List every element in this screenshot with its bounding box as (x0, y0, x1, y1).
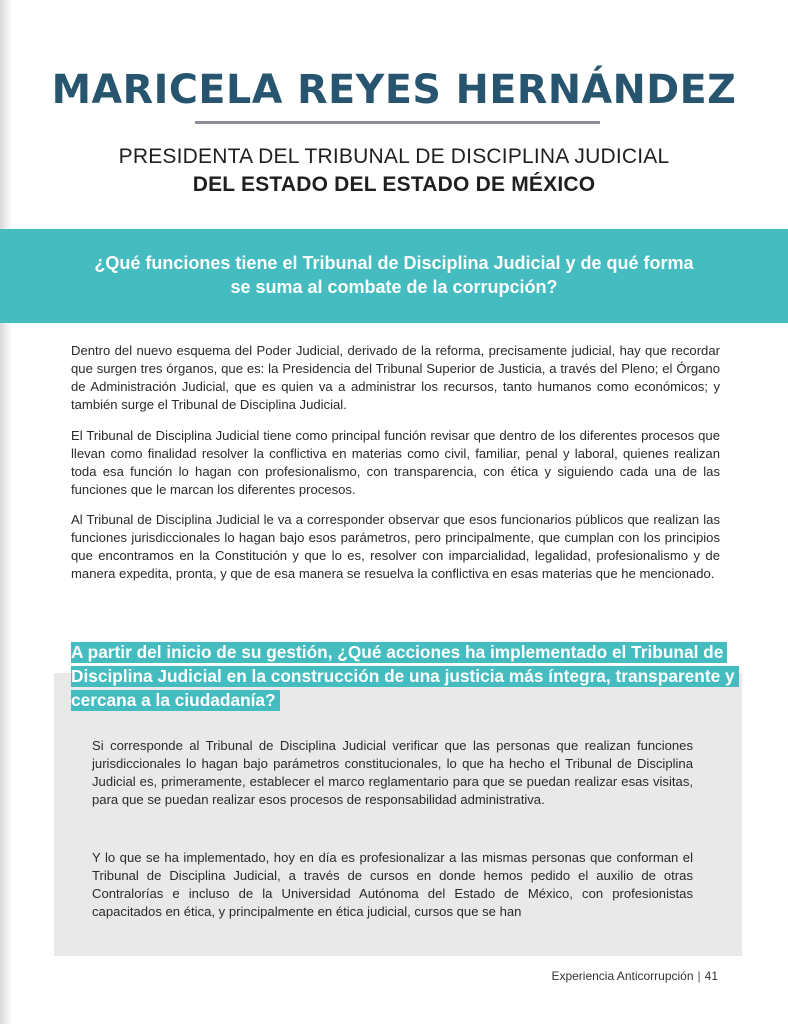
publication-name: Experiencia Anticorrupción (551, 969, 694, 983)
question-2-text: A partir del inicio de su gestión, ¿Qué acciones ha implementado el Tribunal de Disciplina Judicial en la construcción de una justicia más íntegra, transparente y cercana a la ciudadanía? (71, 642, 739, 711)
question-1-line-2: se suma al combate de la corrupción? (230, 277, 558, 297)
answer-2-paragraph-1: Si corresponde al Tribunal de Disciplina Judicial verificar que las personas que realizan funciones jurisdiccionales lo hagan bajo parámetros constitucionales, lo que ha hecho el Tribunal de Disciplina Judicial es, primeramente, establecer el marco reglamentario para que se puedan realizar esas visitas, para que se puedan realizar esos procesos de responsabilidad administrativa. (92, 738, 693, 807)
footer-separator: | (697, 969, 701, 983)
answer-1-paragraph-3: Al Tribunal de Disciplina Judicial le va a corresponder observar que esos funcionarios públicos que realizan las funciones jurisdiccionales lo hagan bajo esos parámetros, pero principalmente, que cumplan con los principios que encontramos en la Constitución y que lo es, resolver con imparcialidad, legalidad, profesionalismo y de manera expedita, pronta, y que de esa manera se resuelva la conflictiva en esas materias que he mencionado. (71, 512, 720, 581)
answer-1-paragraph-1: Dentro del nuevo esquema del Poder Judicial, derivado de la reforma, precisamente judicial, hay que recordar que surgen tres órganos, que es: la Presidencia del Tribunal Superior de Justicia, a través del Pleno; el Órgano de Administración Judicial, que es quien va a administrar los recursos, tanto humanos como económicos; y también surge el Tribunal de Disciplina Judicial. (71, 343, 720, 412)
interviewee-name: MARICELA REYES HERNÁNDEZ (51, 67, 737, 113)
answer-1-paragraph-2: El Tribunal de Disciplina Judicial tiene como principal función revisar que dentro de los diferentes procesos que llevan como finalidad resolver la conflictiva en materias como civil, familiar, penal y laboral, quienes realizan toda esa función lo hagan con profesionalismo, con transparencia, con ética y siguiendo cada una de las funciones que le marcan los diferentes procesos. (71, 428, 720, 497)
page-number: 41 (704, 969, 718, 983)
question-1-banner (0, 229, 788, 323)
role-line-1: PRESIDENTA DEL TRIBUNAL DE DISCIPLINA JUDICIAL (118, 145, 670, 168)
role-line-2: DEL ESTADO DEL ESTADO DE MÉXICO (192, 173, 596, 196)
question-1-line-1: ¿Qué funciones tiene el Tribunal de Disciplina Judicial y de qué forma (94, 253, 694, 273)
answer-2-paragraph-2: Y lo que se ha implementado, hoy en día es profesionalizar a las mismas personas que conforman el Tribunal de Disciplina Judicial, a través de cursos en donde hemos pedido el auxilio de otras Contralorías e incluso de la Universidad Autónoma del Estado de México, con profesionistas capacitados en ética, y principalmente en ética judicial, cursos que se han (92, 850, 693, 919)
question-2-heading (71, 640, 751, 712)
title-divider (195, 121, 600, 124)
question-1-text (40, 251, 748, 299)
page-footer (551, 969, 718, 983)
